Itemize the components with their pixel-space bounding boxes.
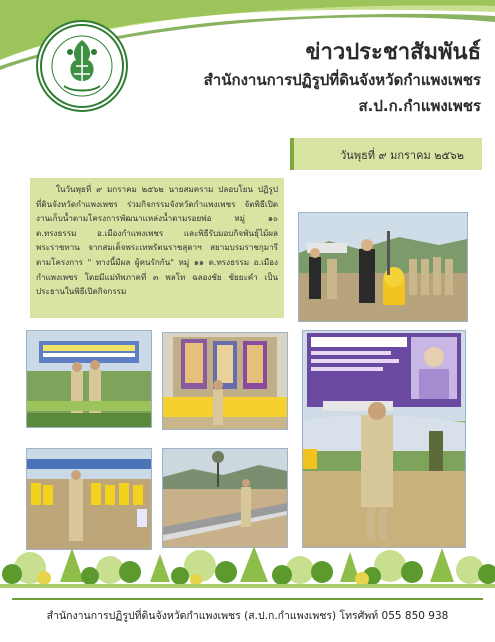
office-abbreviation: ส.ป.ก.กำแพงเพชร xyxy=(358,97,481,115)
tree-border xyxy=(0,542,495,596)
footer-divider xyxy=(12,598,483,600)
footer-contact: สำนักงานการปฏิรูปที่ดินจังหวัดกำแพงเพชร (ส.ป.ก.กำแพงเพชร) โทรศัพท์ 055 850 938 xyxy=(46,610,449,622)
photo-water-channel xyxy=(162,448,288,548)
photo-ceremony-officials xyxy=(298,212,468,322)
photo-signboard-officer xyxy=(302,330,466,548)
photo-crowd-yellow xyxy=(26,448,152,550)
photo-royal-portraits xyxy=(162,332,288,430)
news-date: วันพุธที่ ๙ มกราคม ๒๕๖๒ xyxy=(340,149,464,162)
date-box xyxy=(290,138,482,170)
page-title: ข่าวประชาสัมพันธ์ xyxy=(305,40,481,65)
article-body: ในวันพุธที่ ๙ มกราคม ๒๕๖๒ นายสมคราม ปลอบโยน ปฏิรูปที่ดินจังหวัดกำแพงเพชร ร่วมกิจกรรมจังหวัดกำแพงเพชร จัดพิธีเปิดงานเก็บน้ำตามโครงการพัฒนาแหล่งน้ำตามรอยพ่อ หมู่ ๑๐ ต.ทรงธรรม อ.เมืองกำแพงเพชร และพิธีรับมอบกิจพันธุ์ไม้ผล พระราชทาน จากสมเด็จพระเทพรัตนราชสุดาฯ สยามบรมราชกุมารีตามโครงการ " ทางนี้มีผล ผู้คนรักกัน" หมู่ ๑๑ ต.ทรงธรรม อ.เมืองกำแพงเพชร โดยมีแม่ทัพภาคที่ ๓ พลโท ฉลองชัย ชัยยะคำ เป็นประธานในพิธีเปิดกิจกรรม xyxy=(36,184,278,297)
news-article xyxy=(30,178,284,318)
photo-banner-group xyxy=(26,330,152,428)
alro-logo xyxy=(36,20,128,112)
office-name: สำนักงานการปฏิรูปที่ดินจังหวัดกำแพงเพชร xyxy=(203,71,481,89)
